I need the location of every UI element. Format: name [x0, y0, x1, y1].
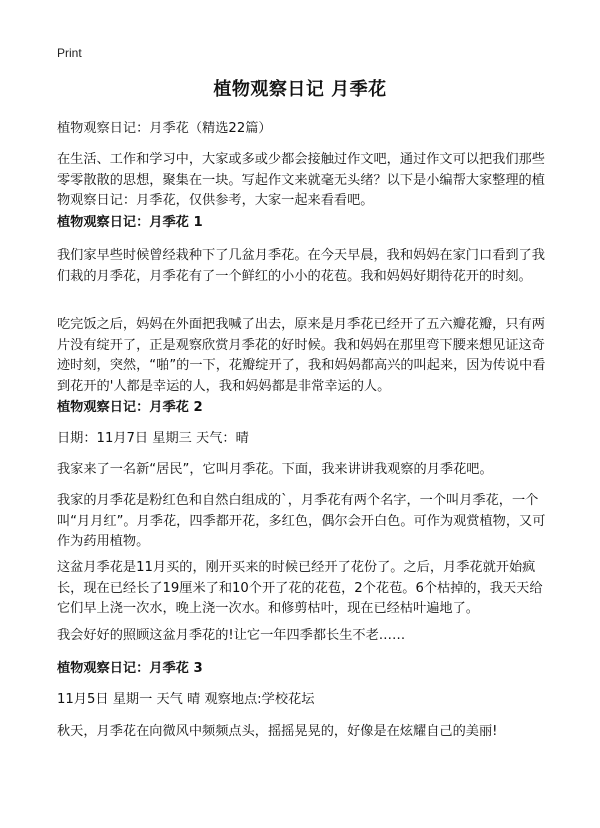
- page-title: 植物观察日记 月季花: [213, 79, 387, 100]
- section-heading: 植物观察日记：月季花 3: [57, 661, 203, 676]
- section-heading: 植物观察日记：月季花 1: [57, 215, 203, 230]
- section-paragraph: 日期：11月7日 星期三 天气：晴: [57, 431, 249, 446]
- section-heading: 植物观察日记：月季花 2: [57, 400, 203, 415]
- section-paragraph: 吃完饭之后，妈妈在外面把我喊了出去，原来是月季花已经开了五六瓣花瓣，只有两片没有绽开了，正是观察欣赏月季花的好时候。我和妈妈在那里弯下腰来想见证这奇迹时刻，突然，“啪”的一下，花瓣绽开了，我和妈妈都高兴的叫起来，因为传说中看到花开的'人都是幸运的人，我和妈妈都是非常幸运的人。: [57, 317, 546, 394]
- section-paragraph: 我家的月季花是粉红色和自然白组成的`，月季花有两个名字，一个叫月季花，一个叫“月月红”。月季花，四季都开花，多红色，偶尔会开白色。可作为观赏植物，又可作为药用植物。: [57, 493, 546, 549]
- intro-paragraph: 在生活、工作和学习中，大家或多或少都会接触过作文吧，通过作文可以把我们那些零零散散的思想，聚集在一块。写起作文来就毫无头绪？以下是小编帮大家整理的植物观察日记：月季花，仅供参考，大家一起来看看吧。: [57, 152, 545, 208]
- section-paragraph: 我们家早些时候曾经栽种下了几盆月季花。在今天早晨，我和妈妈在家门口看到了我们栽的月季花，月季花有了一个鲜红的小小的花苞。我和妈妈好期待花开的时刻。: [57, 248, 545, 284]
- section-paragraph: 11月5日 星期一 天气 晴 观察地点:学校花坛: [57, 692, 315, 707]
- section-paragraph: 这盆月季花是11月买的，刚开买来的时候已经开了花份了。之后，月季花就开始疯长，现在已经长了19厘米了和10个开了花的花苞，2个花苞。6个枯掉的，我天天给它们早上浇一次水，晚上浇一次水。和修剪枯叶，现在已经枯叶遍地了。: [57, 560, 543, 616]
- section-paragraph: 我会好好的照顾这盆月季花的!让它一年四季都长生不老……: [57, 628, 406, 643]
- print-label: Print: [57, 46, 82, 60]
- subtitle-line: 植物观察日记：月季花（精选22篇）: [57, 121, 272, 136]
- section-paragraph: 秋天，月季花在向微风中频频点头，摇摇晃晃的，好像是在炫耀自己的美丽!: [57, 724, 498, 739]
- section-paragraph: 我家来了一名新“居民”，它叫月季花。下面，我来讲讲我观察的月季花吧。: [57, 462, 493, 477]
